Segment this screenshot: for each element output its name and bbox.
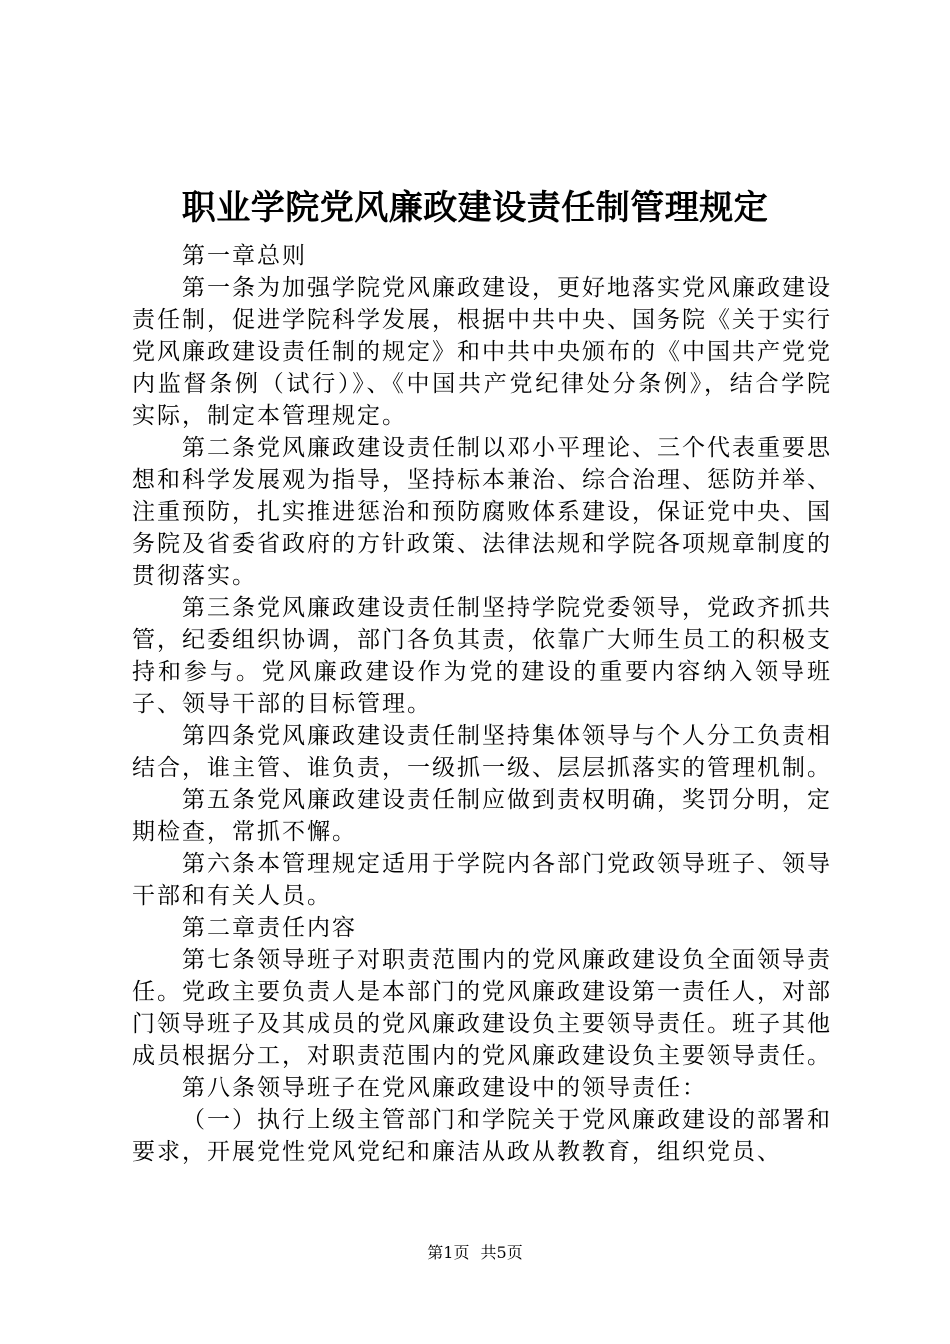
chapter-heading: 第二章责任内容 [182,915,357,941]
article-paragraph: 第六条本管理规定适用于学院内各部门党政领导班子、领导干部和有关人员。 [132,851,832,909]
article-paragraph: 第五条党风廉政建设责任制应做到责权明确，奖罚分明，定期检查，常抓不懈。 [132,787,832,845]
page-number-current: 第1页 [427,1243,470,1262]
article-paragraph: 第七条领导班子对职责范围内的党风廉政建设负全面领导责任。党政主要负责人是本部门的党风廉政建设第一责任人，对部门领导班子及其成员的党风廉政建设负主要领导责任。班子其他成员根据分工，对职责范围内的党风廉政建设负主要领导责任。 [132,947,832,1069]
article-paragraph: （一）执行上级主管部门和学院关于党风廉政建设的部署和要求，开展党性党风党纪和廉洁从政从教教育，组织党员、 [132,1107,832,1165]
chapter-heading: 第一章总则 [182,243,307,269]
document-title: 职业学院党风廉政建设责任制管理规定 [181,188,769,228]
article-paragraph: 第八条领导班子在党风廉政建设中的领导责任： [182,1075,707,1101]
page-number-total: 共5页 [480,1243,523,1262]
page-footer [0,1242,950,1264]
article-paragraph: 第三条党风廉政建设责任制坚持学院党委领导，党政齐抓共管，纪委组织协调，部门各负其责，依靠广大师生员工的积极支持和参与。党风廉政建设作为党的建设的重要内容纳入领导班子、领导干部的目标管理。 [132,595,832,717]
article-paragraph: 第一条为加强学院党风廉政建设，更好地落实党风廉政建设责任制，促进学院科学发展，根据中共中央、国务院《关于实行党风廉政建设责任制的规定》和中共中央颁布的《中国共产党党内监督条例（试行）》、《中国共产党纪律处分条例》，结合学院实际，制定本管理规定。 [132,275,832,429]
article-paragraph: 第二条党风廉政建设责任制以邓小平理论、三个代表重要思想和科学发展观为指导，坚持标本兼治、综合治理、惩防并举、注重预防，扎实推进惩治和预防腐败体系建设，保证党中央、国务院及省委省政府的方针政策、法律法规和学院各项规章制度的贯彻落实。 [132,435,832,589]
article-paragraph: 第四条党风廉政建设责任制坚持集体领导与个人分工负责相结合，谁主管、谁负责，一级抓一级、层层抓落实的管理机制。 [132,723,832,781]
document-body [132,240,832,1168]
